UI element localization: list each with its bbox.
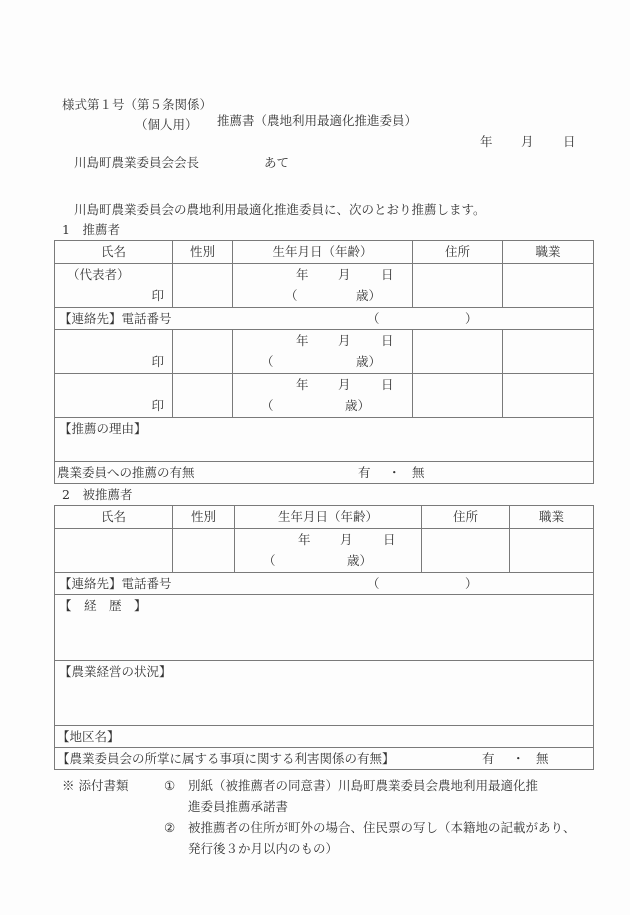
col-occupation: 職業 — [510, 506, 594, 529]
occupation-field[interactable] — [503, 264, 594, 308]
age-close: 歳） — [356, 288, 382, 303]
col-occupation: 職業 — [503, 241, 594, 264]
intro-text: 川島町農業委員会の農地利用最適化推進委員に、次のとおり推薦します。 — [74, 202, 486, 217]
gender-field[interactable] — [173, 529, 235, 573]
nominee-table — [54, 505, 594, 770]
option-separator: ・ — [388, 465, 401, 480]
contact-row — [55, 573, 594, 595]
name-field[interactable] — [55, 374, 173, 418]
birth-day: 日 — [381, 267, 394, 282]
gender-field[interactable] — [173, 374, 233, 418]
address-field[interactable] — [413, 264, 503, 308]
career-row — [55, 595, 594, 661]
option-separator: ・ — [512, 751, 525, 766]
seal-mark: 印 — [151, 398, 164, 413]
table-row — [55, 330, 594, 374]
reason-row — [55, 418, 594, 462]
address-field[interactable] — [413, 330, 503, 374]
contact-open: （ — [367, 576, 380, 591]
seal-mark: 印 — [151, 288, 164, 303]
section2-heading: 2 被推薦者 — [62, 487, 133, 502]
recommender-table — [54, 240, 594, 484]
col-birthdate: 生年月日（年齢） — [233, 241, 413, 264]
birth-month: 月 — [338, 333, 351, 348]
birth-year: 年 — [296, 377, 309, 392]
col-name: 氏名 — [55, 506, 173, 529]
addressee: 川島町農業委員会会長 — [74, 155, 200, 170]
attachment-1-number: ① — [164, 778, 176, 793]
age-close: 歳） — [345, 398, 371, 413]
farm-status-label: 【農業経営の状況】 — [59, 664, 172, 679]
name-field[interactable] — [55, 330, 173, 374]
career-label: 【 経 歴 】 — [59, 598, 147, 613]
gender-field[interactable] — [173, 330, 233, 374]
district-label: 【地区名】 — [57, 729, 120, 744]
option-no[interactable]: 無 — [536, 751, 549, 766]
option-no[interactable]: 無 — [412, 465, 425, 480]
name-field[interactable] — [55, 264, 173, 308]
contact-row — [55, 308, 594, 330]
table-row — [55, 529, 594, 573]
date-month: 月 — [521, 134, 534, 149]
attachment-2-line2: 発行後３か月以内のもの） — [188, 841, 339, 856]
addressee-suffix: あて — [264, 155, 290, 170]
age-close: 歳） — [347, 553, 373, 568]
col-birthdate: 生年月日（年齢） — [235, 506, 422, 529]
birth-day: 日 — [381, 333, 394, 348]
occupation-field[interactable] — [503, 330, 594, 374]
birth-month: 月 — [340, 532, 353, 547]
contact-phone-field[interactable] — [55, 573, 594, 595]
table-header-row — [55, 506, 594, 529]
table-row — [55, 374, 594, 418]
conflict-field — [55, 748, 594, 770]
col-address: 住所 — [413, 241, 503, 264]
conflict-label: 【農業委員会の所掌に属する事項に関する利害関係の有無】 — [57, 751, 395, 766]
attachment-1-line1: 別紙（被推薦者の同意書）川島町農業委員会農地利用最適化推 — [188, 778, 539, 793]
col-address: 住所 — [422, 506, 510, 529]
attachments-label: ※ 添付書類 — [62, 778, 129, 793]
date-year: 年 — [480, 134, 493, 149]
farm-committee-label: 農業委員への推薦の有無 — [57, 465, 195, 480]
birth-day: 日 — [383, 532, 396, 547]
district-field[interactable] — [55, 726, 594, 748]
birth-year: 年 — [296, 333, 309, 348]
contact-label: 【連絡先】電話番号 — [59, 576, 172, 591]
farm-status-row — [55, 661, 594, 726]
contact-label: 【連絡先】電話番号 — [59, 311, 172, 326]
date-day: 日 — [563, 134, 576, 149]
form-number: 様式第１号（第５条関係） — [62, 97, 213, 112]
contact-close: ） — [465, 311, 478, 326]
address-field[interactable] — [422, 529, 510, 573]
contact-open: （ — [367, 311, 380, 326]
farm-committee-field — [55, 462, 594, 484]
address-field[interactable] — [413, 374, 503, 418]
birthdate-field[interactable] — [233, 264, 413, 308]
option-yes[interactable]: 有 — [482, 751, 495, 766]
birthdate-field[interactable] — [233, 330, 413, 374]
birth-month: 月 — [338, 267, 351, 282]
birth-day: 日 — [381, 377, 394, 392]
col-gender: 性別 — [173, 241, 233, 264]
reason-label: 【推薦の理由】 — [59, 421, 147, 436]
career-field[interactable] — [55, 595, 594, 661]
seal-mark: 印 — [151, 354, 164, 369]
name-field[interactable] — [55, 529, 173, 573]
birth-year: 年 — [298, 532, 311, 547]
age-open: （ — [261, 354, 274, 369]
occupation-field[interactable] — [503, 374, 594, 418]
option-yes[interactable]: 有 — [358, 465, 371, 480]
attachment-2-number: ② — [164, 820, 176, 835]
reason-field[interactable] — [55, 418, 594, 462]
age-open: （ — [261, 398, 274, 413]
document-title: 推薦書（農地利用最適化推進委員） — [217, 113, 418, 128]
age-open: （ — [285, 288, 298, 303]
birthdate-field[interactable] — [233, 374, 413, 418]
birth-month: 月 — [338, 377, 351, 392]
farm-status-field[interactable] — [55, 661, 594, 726]
gender-field[interactable] — [173, 264, 233, 308]
representative-label: （代表者） — [67, 267, 130, 282]
section1-heading: 1 推薦者 — [62, 222, 120, 237]
farm-committee-row — [55, 462, 594, 484]
occupation-field[interactable] — [510, 529, 594, 573]
attachment-1-line2: 進委員推薦承諾書 — [188, 799, 289, 814]
district-row — [55, 726, 594, 748]
table-row — [55, 264, 594, 308]
birthdate-field[interactable] — [235, 529, 422, 573]
col-name: 氏名 — [55, 241, 173, 264]
table-header-row — [55, 241, 594, 264]
contact-close: ） — [465, 576, 478, 591]
birth-year: 年 — [296, 267, 309, 282]
attachment-2-line1: 被推薦者の住所が町外の場合、住民票の写し（本籍地の記載があり、 — [188, 820, 576, 835]
col-gender: 性別 — [173, 506, 235, 529]
age-open: （ — [263, 553, 276, 568]
usage-label: （個人用） — [135, 117, 198, 132]
age-close: 歳） — [356, 354, 382, 369]
conflict-row — [55, 748, 594, 770]
contact-phone-field[interactable] — [55, 308, 594, 330]
